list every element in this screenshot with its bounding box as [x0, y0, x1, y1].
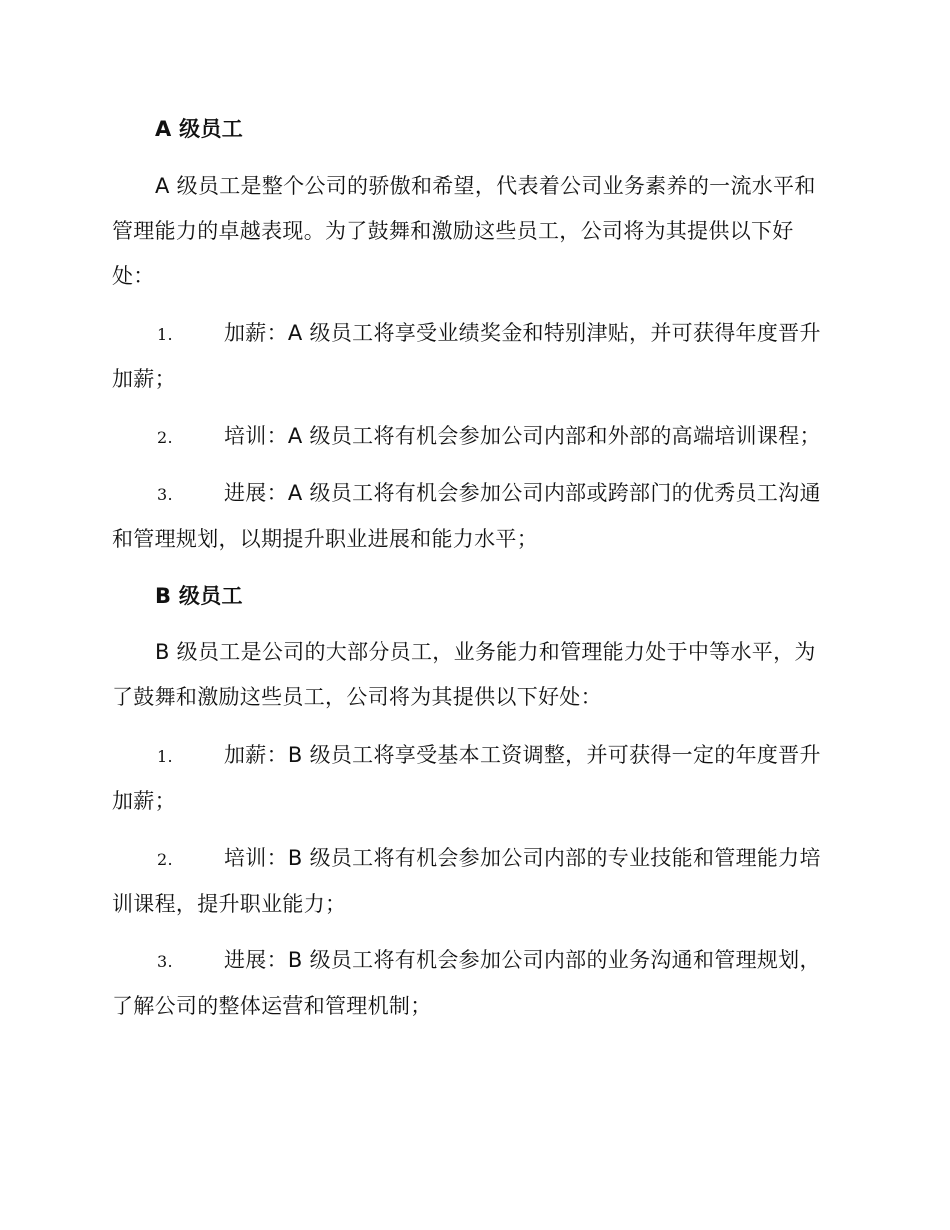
section-b-item-3: [112, 938, 834, 1029]
list-item-text: 加薪：A 级员工将享受业绩奖金和特别津贴，并可获得年度晋升加薪；: [112, 321, 821, 391]
section-a-item-2: [112, 414, 834, 460]
section-a-item-1: [112, 311, 834, 402]
list-number: 2.: [157, 428, 173, 447]
list-item-text: 进展：A 级员工将有机会参加公司内部或跨部门的优秀员工沟通和管理规划，以期提升职业进展和能力水平；: [112, 481, 821, 551]
list-number: 3.: [157, 952, 173, 971]
section-b-intro-text: B 级员工是公司的大部分员工，业务能力和管理能力处于中等水平，为了鼓舞和激励这些员工，公司将为其提供以下好处：: [112, 640, 816, 709]
list-number: 2.: [157, 850, 173, 869]
list-number: 1.: [157, 325, 173, 344]
list-item-text: 加薪：B 级员工将享受基本工资调整，并可获得一定的年度晋升加薪；: [112, 743, 821, 813]
list-item-text: 进展：B 级员工将有机会参加公司内部的业务沟通和管理规划，了解公司的整体运营和管理机制；: [112, 948, 821, 1018]
list-number: 1.: [157, 747, 173, 766]
list-number: 3.: [157, 485, 173, 504]
section-a-heading: A 级员工: [155, 117, 244, 141]
section-b-item-1: [112, 733, 834, 824]
list-item-text: 培训：A 级员工将有机会参加公司内部和外部的高端培训课程；: [224, 424, 821, 448]
list-item-text: 培训：B 级员工将有机会参加公司内部的专业技能和管理能力培训课程，提升职业能力；: [112, 846, 821, 916]
section-a-intro: [112, 164, 834, 299]
section-b-intro: [112, 630, 834, 720]
section-b-item-2: [112, 836, 834, 927]
section-a-intro-text: A 级员工是整个公司的骄傲和希望，代表着公司业务素养的一流水平和管理能力的卓越表现。为了鼓舞和激励这些员工，公司将为其提供以下好处：: [112, 174, 816, 288]
section-b-heading: B 级员工: [155, 584, 243, 608]
section-a-item-3: [112, 471, 834, 562]
